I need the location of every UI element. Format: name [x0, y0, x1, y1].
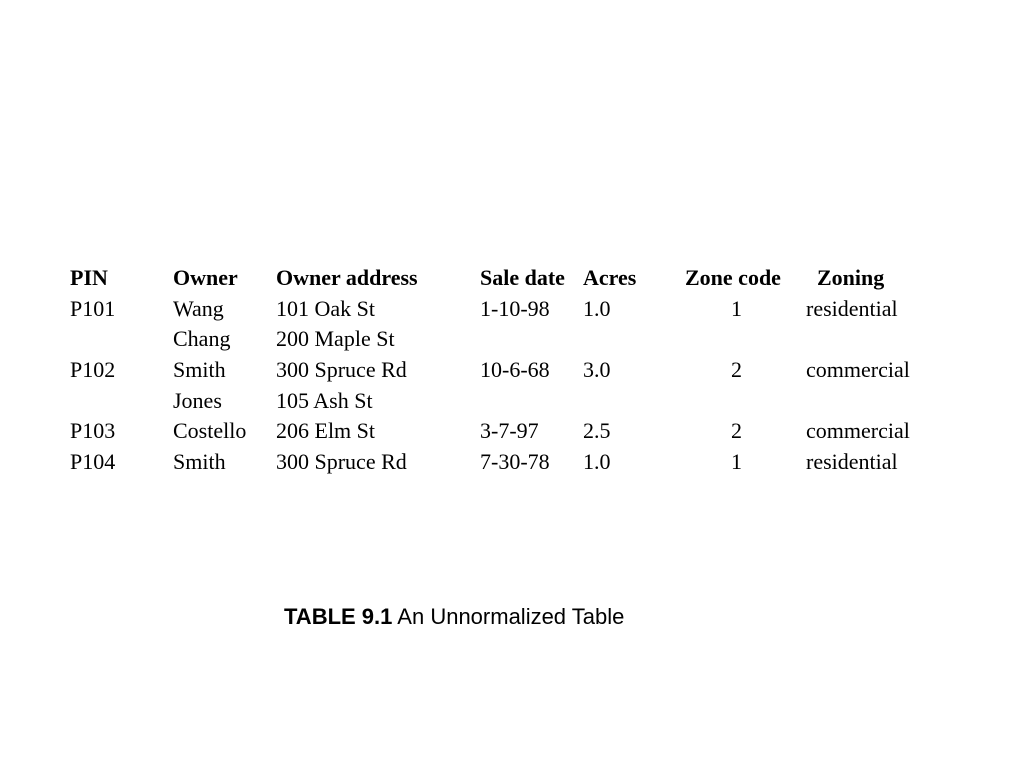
cell-zoning: residential: [806, 449, 898, 475]
cell-pin: P101: [70, 295, 116, 321]
header-pin: PIN: [70, 265, 108, 290]
header-zoning: Zoning: [817, 265, 885, 290]
caption-text: An Unnormalized Table: [397, 604, 625, 629]
cell-owner: Smith: [173, 449, 226, 475]
cell-pin: P103: [70, 418, 116, 444]
header-zone-code: Zone code: [685, 265, 781, 290]
cell-sale-date: 7-30-78: [480, 449, 550, 475]
cell-zoning: commercial: [806, 418, 910, 444]
cell-zone-code: 1: [731, 449, 742, 475]
cell-owner-address: 101 Oak St: [276, 295, 375, 321]
cell-acres: 3.0: [583, 357, 611, 383]
caption-label: TABLE 9.1: [284, 604, 393, 629]
cell-sale-date: 3-7-97: [480, 418, 539, 444]
cell-owner: Wang: [173, 295, 224, 321]
cell-sale-date: 1-10-98: [480, 295, 550, 321]
cell-acres: 2.5: [583, 418, 611, 444]
header-sale-date: Sale date: [480, 265, 565, 290]
cell-owner-address: 300 Spruce Rd: [276, 357, 407, 383]
cell-pin: P102: [70, 357, 116, 383]
header-owner: Owner: [173, 265, 238, 290]
cell-owner: Costello: [173, 418, 247, 444]
cell-zone-code: 1: [731, 295, 742, 321]
cell-owner-address: 300 Spruce Rd: [276, 449, 407, 475]
cell-owner: Chang: [173, 326, 231, 352]
cell-zone-code: 2: [731, 357, 742, 383]
cell-pin: P104: [70, 449, 116, 475]
cell-zoning: commercial: [806, 357, 910, 383]
cell-acres: 1.0: [583, 295, 611, 321]
table-caption: [284, 604, 624, 630]
header-owner-address: Owner address: [276, 265, 418, 290]
cell-owner-address: 200 Maple St: [276, 326, 395, 352]
cell-owner-address: 206 Elm St: [276, 418, 376, 444]
cell-owner-address: 105 Ash St: [276, 387, 373, 413]
cell-owner: Jones: [173, 387, 222, 413]
header-acres: Acres: [583, 265, 637, 290]
cell-owner: Smith: [173, 357, 226, 383]
cell-sale-date: 10-6-68: [480, 357, 550, 383]
cell-zone-code: 2: [731, 418, 742, 444]
cell-acres: 1.0: [583, 449, 611, 475]
cell-zoning: residential: [806, 295, 898, 321]
